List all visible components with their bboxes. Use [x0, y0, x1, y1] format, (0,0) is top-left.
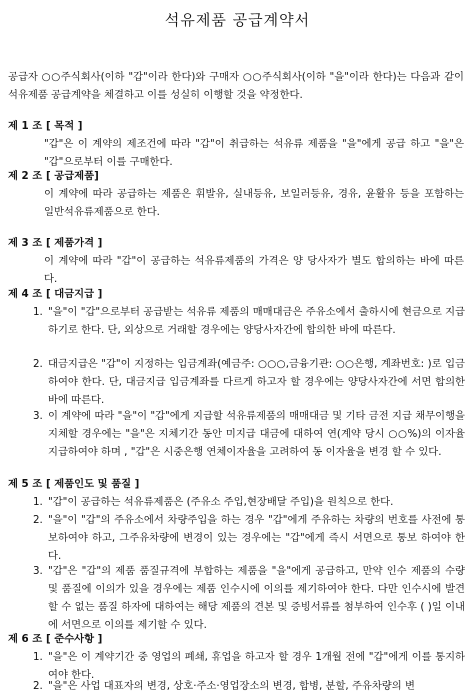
article-number: 제 5 조: [8, 478, 43, 490]
list-item-text: "갑"은 "갑"의 제품 품질규격에 부합하는 제품을 "을"에게 공급하고, 만약 인수 제품의 수량 및 품질에 이의가 있을 경우에는 제품 인수시에 이의를 제기하여야 한다. 다만 인수시에 발견할 수 없는 품질 하자에 대하여는 해당 제품의 견본 및 증빙서류를 첨부하여 인수후 ( )일 이내에 서면으로 이의를 제기할 수 있다.: [48, 565, 465, 631]
list-item-number: 1.: [33, 496, 43, 508]
article-3-body: 이 계약에 따라 "갑"이 공급하는 석유류제품의 가격은 양 당사자가 별도 합의하는 바에 따른다.: [44, 255, 464, 285]
list-item-text: 이 계약에 따라 "을"이 "갑"에게 지급할 석유류제품의 매매대금 및 기타 금전 지급 채무이행을 지체할 경우에는 "을"은 지체기간 동안 미지급 대금에 대하여 연(계약 당시 ○○%)의 이자율 지급하여야 하며 , "갑"은 시중은행 연체이자율을 고려하여 동 이자율을 변경 할 수 있다.: [48, 410, 465, 458]
list-item: [33, 677, 465, 695]
article-number: 제 4 조: [8, 288, 43, 300]
article-title: [ 준수사항 ]: [46, 633, 103, 645]
list-item: [33, 511, 465, 565]
article-3-heading: [8, 234, 102, 252]
list-item: [33, 562, 465, 634]
article-5-heading: [8, 475, 139, 493]
article-title: [ 제품가격 ]: [46, 237, 103, 249]
list-item-number: 1.: [33, 651, 43, 663]
list-item: [33, 407, 465, 461]
article-1-body: "갑"은 이 계약의 제조건에 따라 "갑"이 취급하는 석유류 제품을 "을"에게 공급 하고 "을"은 "갑"으로부터 이를 구매한다.: [44, 138, 464, 168]
list-item-text: "을"이 "갑"의 주유소에서 차량주입을 하는 경우 "갑"에게 주유하는 차량의 번호를 사전에 통보하여야 하고, 그주유차량에 변경이 있는 경우에는 "갑"에게 즉시 서면으로 통보 하여야 한다.: [48, 514, 465, 562]
list-item-text: "갑"이 공급하는 석유류제품은 (주유소 주입,현장배달 주입)을 원칙으로 한다.: [48, 496, 394, 508]
list-item-number: 1.: [33, 306, 43, 318]
list-item-number: 2.: [33, 680, 43, 692]
list-item: [33, 355, 465, 409]
article-number: 제 3 조: [8, 237, 43, 249]
intro-paragraph: 공급자 ○○주식회사(이하 "갑"이라 한다)와 구매자 ○○주식회사(이하 "을"이라 한다)는 다음과 같이 석유제품 공급계약을 체결하고 이를 성실히 이행할 것을 약정한다.: [8, 71, 464, 101]
article-4-heading: [8, 285, 102, 303]
article-2-body: 이 계약에 따라 공급하는 제품은 휘발유, 실내등유, 보일러등유, 경유, 윤활유 등을 포함하는 일반석유류제품으로 한다.: [44, 188, 464, 218]
article-6-heading: [8, 630, 102, 648]
list-item-number: 2.: [33, 514, 43, 526]
article-title: [ 공급제품]: [46, 170, 99, 182]
article-number: 제 2 조: [8, 170, 43, 182]
list-item-number: 3.: [33, 565, 43, 577]
article-number: 제 6 조: [8, 633, 43, 645]
list-item: [33, 493, 465, 511]
list-item-number: 3.: [33, 410, 43, 422]
article-title: [ 대금지급 ]: [46, 288, 103, 300]
article-2-heading: [8, 167, 99, 185]
list-item-text: 대금지급은 "갑"이 지정하는 입금계좌(예금주: ○○○,금융기관: ○○은행, 계좌번호: )로 입금하여야 한다. 단, 대금지급 입금계좌를 다르게 하고자 할 경우에는 양당사자간에 서면 합의한 바에 따른다.: [48, 358, 465, 406]
document-title: 석유제품 공급계약서: [164, 11, 311, 29]
article-number: 제 1 조: [8, 120, 43, 132]
article-1-heading: [8, 117, 82, 135]
article-title: [ 목적 ]: [46, 120, 83, 132]
list-item: [33, 303, 465, 339]
list-item-number: 2.: [33, 358, 43, 370]
article-title: [ 제품인도 및 품질 ]: [46, 478, 140, 490]
list-item-text: "을"은 사업 대표자의 변경, 상호·주소·영업장소의 변경, 합병, 분할, 주유차량의 변: [48, 680, 415, 692]
list-item-text: "을"이 "갑"으로부터 공급받는 석유류 제품의 매매대금은 주유소에서 출하시에 현금으로 지급하기로 한다. 단, 외상으로 거래할 경우에는 양당사자간에 합의한 바에 따른다.: [48, 306, 465, 336]
list-item-text: "을"은 이 계약기간 중 영업의 폐쇄, 휴업을 하고자 할 경우 1개월 전에 "갑"에게 이를 통지하여야 한다.: [48, 651, 465, 681]
